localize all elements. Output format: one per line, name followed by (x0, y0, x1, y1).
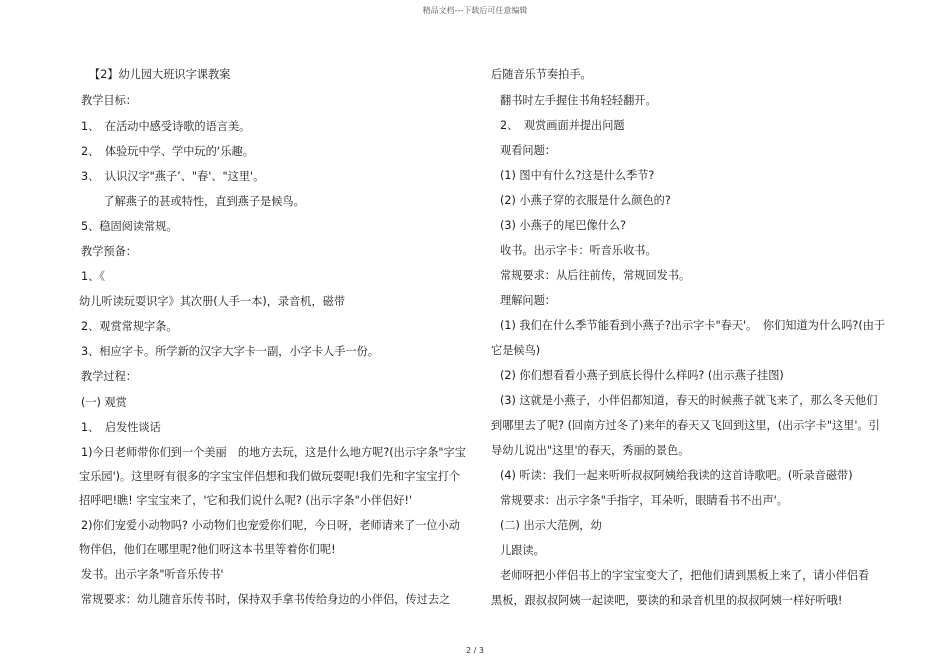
text-line: 到哪里去了呢? (回南方过冬了)来年的春天又飞回到这里，(出示字卡"这里'。引 (491, 419, 880, 432)
text-line: 常规要求：从后往前传，常规回发书。 (500, 269, 691, 282)
text-line: 3、相应字卡。所学新的汉字大字卡一副，小字卡人手一份。 (81, 345, 379, 358)
text-line: 2、 体验玩中学、学中玩的‘乐趣。 (81, 145, 254, 158)
text-line: 发书。出示字条"听音乐传书' (81, 568, 224, 581)
text-line: 教学预备： (81, 245, 137, 258)
text-line: 招呼吧!瞧! 字宝宝来了，'它和我们说什么呢? (出示字条"小伴侣好!' (79, 494, 413, 507)
text-line: 翻书时左手握住书角轻轻翻开。 (500, 94, 657, 107)
text-line: (1) 图中有什么?这是什么季节? (500, 169, 655, 182)
text-line: (二) 出示大范例，幼 (500, 519, 602, 532)
text-line: (4) 听读：我们一起来听听叔叔阿姨给我读的这首诗歌吧。(听录音磁带) (500, 469, 853, 482)
text-line: (3) 小燕子的尾巴像什么? (500, 219, 627, 232)
text-line: 2、 观赏画面并提出问题 (500, 119, 625, 132)
text-line: 它是候鸟) (491, 344, 541, 357)
text-line: 了解燕子的甚或特性，直到燕子是候鸟。 (81, 195, 305, 208)
lesson-title: 【2】幼儿园大班识字课教案 (89, 68, 231, 81)
text-line: (3) 这就是小燕子，小伴侣都知道，春天的时候燕子就飞来了，那么冬天他们 (500, 394, 878, 407)
page-header: 精品文档---下载后可任意编辑 (422, 6, 528, 15)
text-line: 常规要求：幼儿随音乐传书时，保持双手拿书传给身边的小伴侣，传过去之 (81, 593, 451, 606)
text-line: (2) 你们想看看小燕子到底长得什么样吗? (出示燕子挂图) (500, 369, 784, 382)
text-line: 常规要求：出示字条"手指字，耳朵听，眼睛看书不出声'。 (500, 494, 788, 507)
text-line: 5、稳固阅读常规。 (81, 220, 178, 233)
text-line: 2)你们宠爱小动物吗? 小动物们也宠爱你们呢，今日呀，老师请来了一位小动 (81, 519, 460, 532)
text-line: 宝乐园')。这里呀有很多的字宝宝伴侣想和我们做玩耍呢!我们先和字宝宝打个 (79, 470, 461, 483)
text-line: (1) 我们在什么季节能看到小燕子?出示字卡"春天'。 你们知道为什么吗?(由于 (500, 319, 886, 332)
text-line: 黑板，跟叔叔阿姨一起读吧，要读的和录音机里的叔叔阿姨一样好听哦! (491, 594, 843, 607)
text-line: 教学过程： (81, 370, 137, 383)
text-line: 幼儿听读玩耍识字》其次册(人手一本)，录音机，磁带 (79, 295, 346, 308)
text-line: 老师呀把小伴侣书上的字宝宝变大了，把他们请到黑板上来了，请小伴侣看 (500, 569, 870, 582)
text-line: 物伴侣，他们在哪里呢?他们呀这本书里等着你们呢! (79, 543, 336, 556)
text-line: 1、 启发性谈话 (81, 421, 161, 434)
text-line: 3、 认识汉字"燕子’、"春'、"这里'。 (81, 170, 265, 183)
text-line: 1、《 (81, 270, 105, 283)
text-line: 儿跟读。 (500, 544, 545, 557)
text-line: 后随音乐节奏拍手。 (491, 68, 592, 81)
text-line: 2、观赏常规字条。 (81, 320, 178, 333)
text-line: 收书。出示字卡：听音乐收书。 (500, 244, 657, 257)
text-line: (一) 观赏 (81, 396, 127, 409)
text-line: 教学目标： (81, 94, 137, 107)
text-line: (2) 小燕子穿的衣服是什么颜色的? (500, 194, 671, 207)
page-number: 2 / 3 (466, 646, 484, 655)
text-line: 导幼儿说出"这里'的春天，秀丽的景色。 (491, 444, 690, 457)
text-line: 1)今日老师带你们到一个美丽 的地方去玩，这是什么地方呢?(出示字条"字宝 (81, 446, 466, 459)
text-line: 观看问题： (500, 144, 556, 157)
text-line: 1、 在活动中感受诗歌的语言美。 (81, 120, 251, 133)
text-line: 理解问题： (500, 294, 556, 307)
